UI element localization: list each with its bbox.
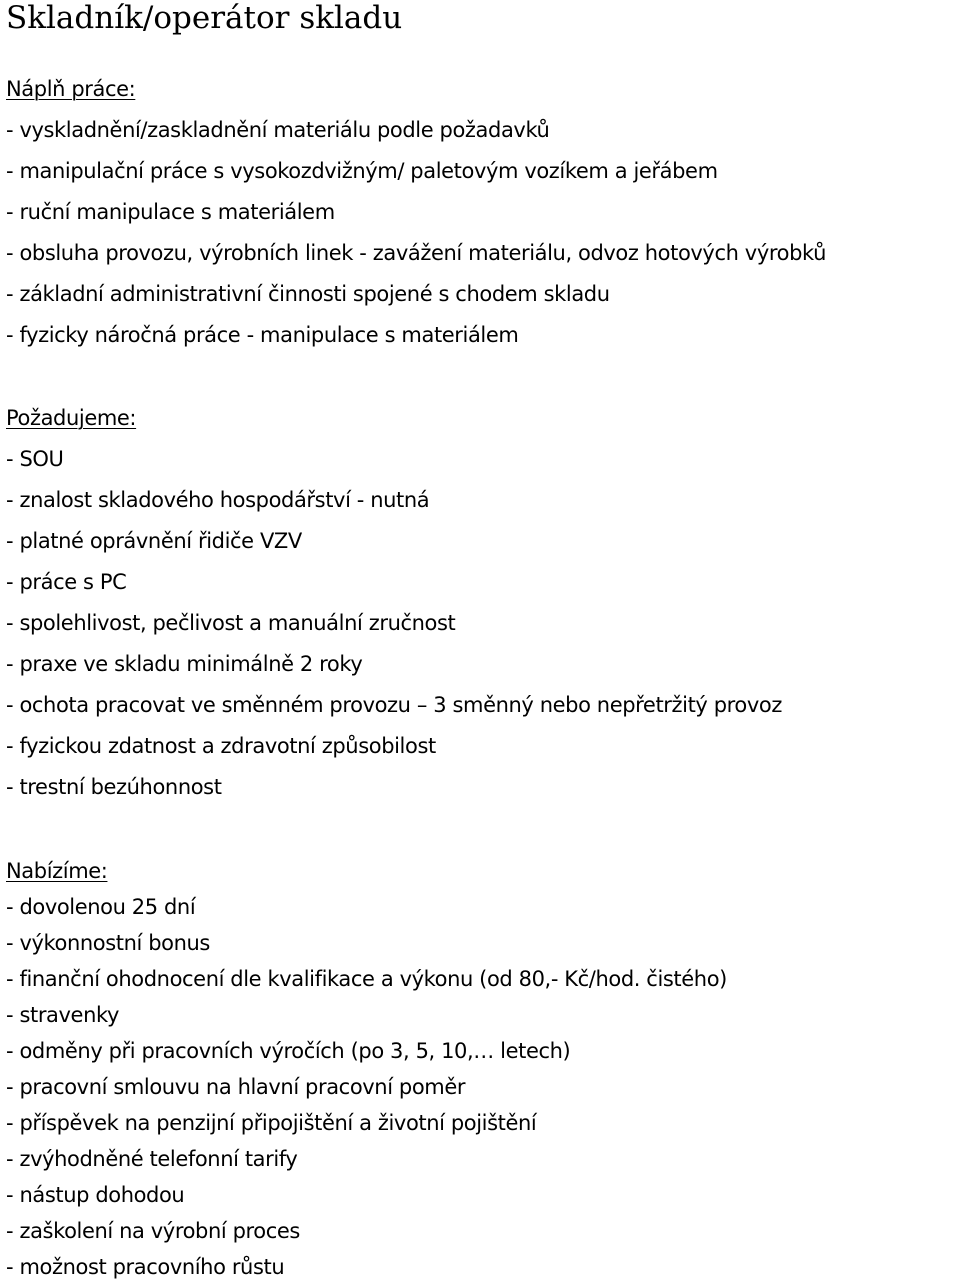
list-item: - znalost skladového hospodářství - nutná (6, 488, 430, 512)
list-item: - spolehlivost, pečlivost a manuální zručnost (6, 611, 456, 635)
requirements-list (6, 439, 782, 808)
section-heading-offer: Nabízíme: (6, 859, 108, 883)
list-item: - základní administrativní činnosti spojené s chodem skladu (6, 282, 610, 306)
list-item: - platné oprávnění řidiče VZV (6, 529, 302, 553)
list-item: - možnost pracovního růstu (6, 1255, 285, 1279)
list-item: - stravenky (6, 1003, 120, 1027)
section-heading-requirements: Požadujeme: (6, 406, 137, 430)
list-item: - dovolenou 25 dní (6, 895, 196, 919)
list-item: - zvýhodněné telefonní tarify (6, 1147, 298, 1171)
duties-list (6, 110, 826, 356)
list-item: - nástup dohodou (6, 1183, 185, 1207)
list-item: - práce s PC (6, 570, 127, 594)
section-heading-duties: Náplň práce: (6, 77, 136, 101)
list-item: - fyzickou zdatnost a zdravotní způsobilost (6, 734, 436, 758)
section-requirements (6, 398, 782, 808)
list-item: - finanční ohodnocení dle kvalifikace a výkonu (od 80,- Kč/hod. čistého) (6, 967, 727, 991)
list-item: - zaškolení na výrobní proces (6, 1219, 300, 1243)
list-item: - výkonnostní bonus (6, 931, 210, 955)
page-title: Skladník/operátor skladu (6, 0, 403, 36)
list-item: - SOU (6, 447, 64, 471)
list-item: - ochota pracovat ve směnném provozu – 3 směnný nebo nepřetržitý provoz (6, 693, 782, 717)
list-item: - příspěvek na penzijní připojištění a životní pojištění (6, 1111, 537, 1135)
list-item: - pracovní smlouvu na hlavní pracovní poměr (6, 1075, 466, 1099)
section-offer (6, 853, 727, 1285)
section-duties (6, 69, 826, 356)
list-item: - praxe ve skladu minimálně 2 roky (6, 652, 363, 676)
list-item: - manipulační práce s vysokozdvižným/ paletovým vozíkem a jeřábem (6, 159, 718, 183)
list-item: - obsluha provozu, výrobních linek - zavážení materiálu, odvoz hotových výrobků (6, 241, 827, 265)
list-item: - odměny při pracovních výročích (po 3, 5, 10,… letech) (6, 1039, 571, 1063)
list-item: - fyzicky náročná práce - manipulace s materiálem (6, 323, 519, 347)
list-item: - ruční manipulace s materiálem (6, 200, 335, 224)
offer-list (6, 889, 727, 1285)
list-item: - trestní bezúhonnost (6, 775, 222, 799)
list-item: - vyskladnění/zaskladnění materiálu podle požadavků (6, 118, 550, 142)
